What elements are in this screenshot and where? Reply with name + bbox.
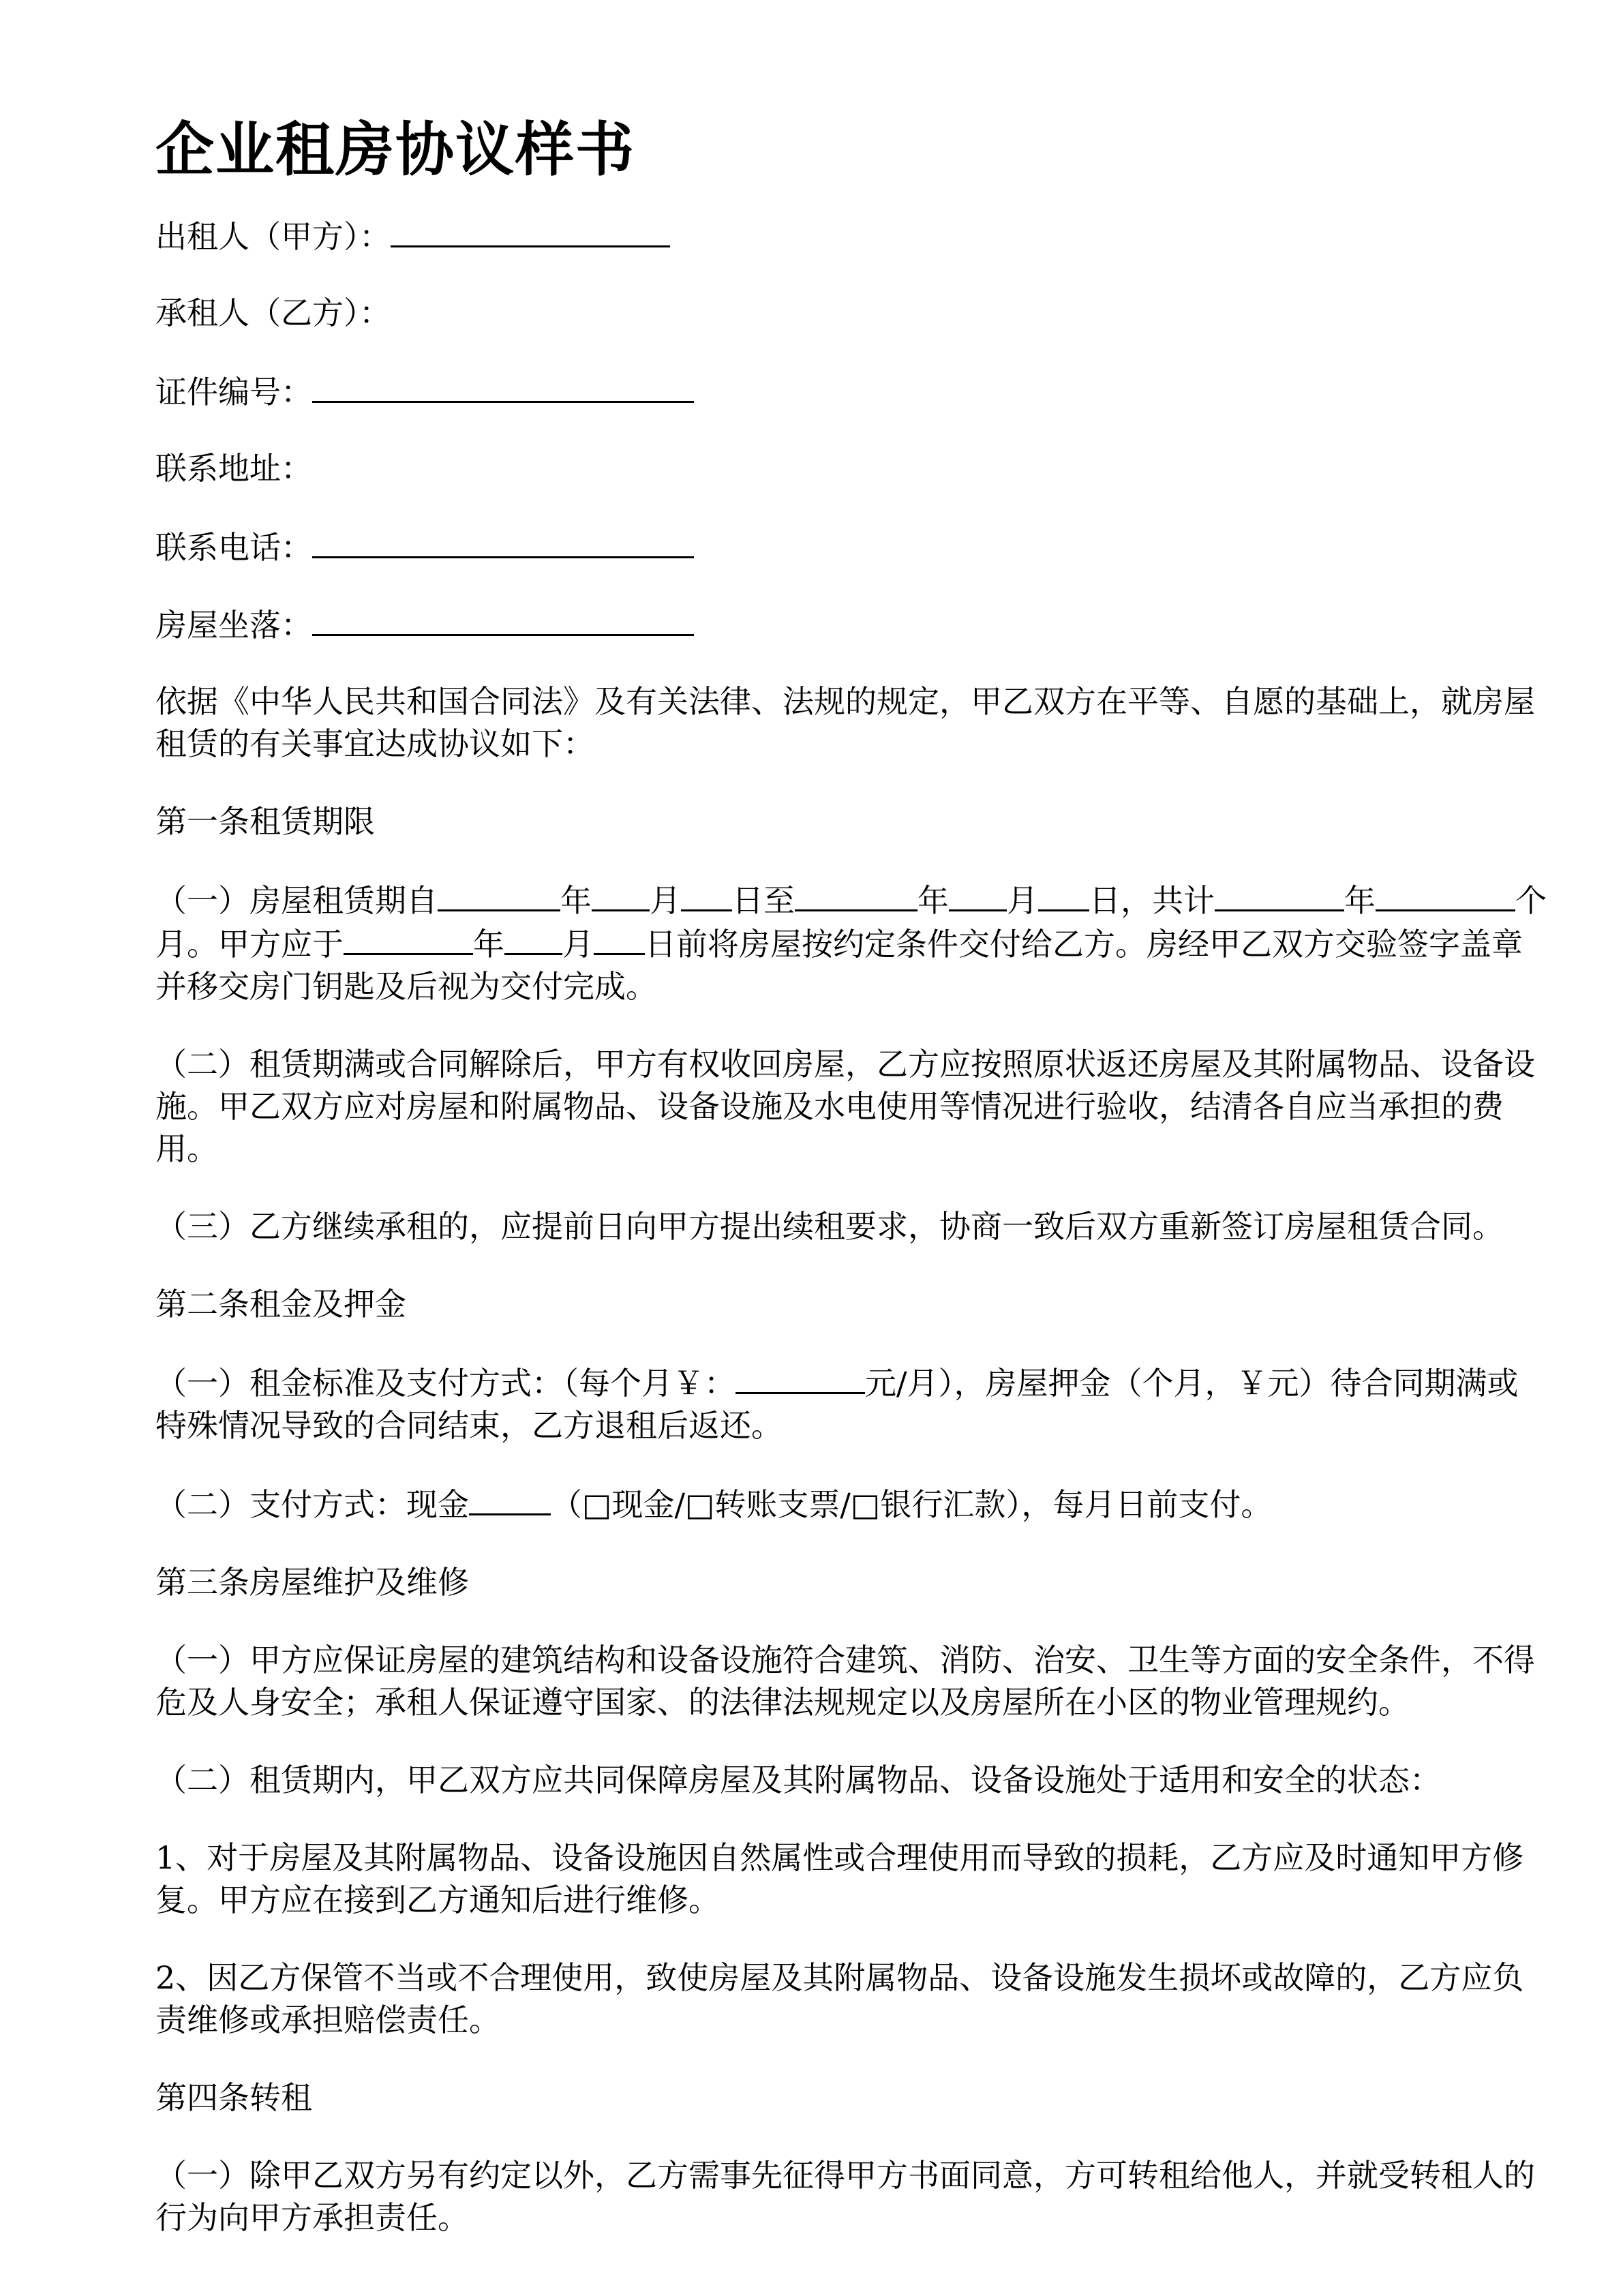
clause-text: 日前将房屋按约定条件交付给乙方。房经甲乙双方交验签字盖章并移交房门钥匙及后视为交付完成。 [155,926,1523,1005]
id-number-blank[interactable] [312,369,694,403]
month-label: 月 [650,882,681,919]
article3-item1: 1、对于房屋及其附属物品、设备设施因自然属性或合理使用而导致的损耗，乙方应及时通知甲方修复。甲方应在接到乙方通知后进行维修。 [155,1839,1524,1918]
location-label: 房屋坐落： [155,607,312,644]
article1-clause1 [155,878,1547,1008]
article4-clause1: （一）除甲乙双方另有约定以外，乙方需事先征得甲方书面同意，方可转租给他人，并就受转租人的行为向甲方承担责任。 [155,2157,1535,2236]
address-field [155,447,1547,489]
article1-heading: 第一条租赁期限 [155,803,375,840]
delivery-month-blank[interactable] [504,922,562,955]
year-label: 年 [473,926,504,963]
lessee-field [155,292,1547,334]
id-number-field [155,369,1547,412]
end-day-blank[interactable] [1038,878,1089,911]
intro-paragraph: 依据《中华人民共和国合同法》及有关法律、法规的规定，甲乙双方在平等、自愿的基础上，就房屋租赁的有关事宜达成协议如下： [155,683,1535,762]
clause-text: 个月。甲方应于 [155,882,1547,963]
phone-field [155,525,1547,567]
article3-item2: 2、因乙方保管不当或不合理使用，致使房屋及其附属物品、设备设施发生损坏或故障的，乙方应负责维修或承担赔偿责任。 [155,1959,1524,2038]
article3-clause1: （一）甲方应保证房屋的建筑结构和设备设施符合建筑、消防、治安、卫生等方面的安全条件，不得危及人身安全；承租人保证遵守国家、的法律法规规定以及房屋所在小区的物业管理规约。 [155,1642,1535,1721]
article4-heading: 第四条转租 [155,2079,312,2116]
location-blank[interactable] [312,603,694,636]
lessor-blank[interactable] [391,214,670,247]
month-label: 月 [562,926,594,963]
location-field [155,603,1547,645]
start-day-blank[interactable] [681,878,732,911]
clause-text: 元/月），房屋押金（个月，￥元）待合同期满或特殊情况导致的合同结束，乙方退租后返还。 [155,1365,1519,1444]
lessor-label: 出租人（甲方）： [155,218,391,255]
delivery-day-blank[interactable] [594,922,645,955]
clause-text: （二）支付方式：现金 [155,1486,469,1523]
month-label: 月 [1007,882,1038,919]
year-label: 年 [917,882,949,919]
total-years-blank[interactable] [1215,878,1344,911]
lessor-field [155,214,1547,256]
address-label: 联系地址： [155,450,312,487]
article1-clause2: （二）租赁期满或合同解除后，甲方有权收回房屋，乙方应按照原状返还房屋及其附属物品、设备设施。甲乙双方应对房屋和附属物品、设备设施及水电使用等情况进行验收，结清各自应当承担的费用。 [155,1046,1535,1167]
lessee-label: 承租人（乙方）： [155,294,391,331]
clause-text: 日至 [732,882,795,919]
monthly-rent-blank[interactable] [735,1361,865,1394]
start-year-blank[interactable] [438,878,560,911]
payment-method-blank[interactable] [469,1482,551,1515]
article3-heading: 第三条房屋维护及维修 [155,1564,469,1601]
article2-heading: 第二条租金及押金 [155,1286,406,1323]
article2-clause2 [155,1482,1547,1526]
id-number-label: 证件编号： [155,374,312,410]
clause-text: （一）房屋租赁期自 [155,882,438,919]
article3-clause2: （二）租赁期内，甲乙双方应共同保障房屋及其附属物品、设备设施处于适用和安全的状态： [155,1762,1441,1798]
phone-label: 联系电话： [155,529,312,566]
clause-text: （□现金/□转账支票/□银行汇款），每月日前支付。 [551,1486,1273,1523]
total-months-blank[interactable] [1376,878,1457,911]
article1-clause3: （三）乙方继续承租的，应提前日向甲方提出续租要求，协商一致后双方重新签订房屋租赁合同。 [155,1208,1504,1245]
total-months-blank-cont[interactable] [1457,878,1515,911]
year-label: 年 [1344,882,1376,919]
phone-blank[interactable] [312,525,694,558]
year-label: 年 [560,882,592,919]
start-month-blank[interactable] [592,878,650,911]
document-title: 企业租房协议样书 [155,116,635,184]
delivery-year-blank[interactable] [344,922,473,955]
article2-clause1 [155,1361,1547,1447]
clause-text: （一）租金标准及支付方式：（每个月￥： [155,1365,735,1402]
end-year-blank[interactable] [795,878,917,911]
clause-text: 日，共计 [1089,882,1215,919]
end-month-blank[interactable] [949,878,1007,911]
